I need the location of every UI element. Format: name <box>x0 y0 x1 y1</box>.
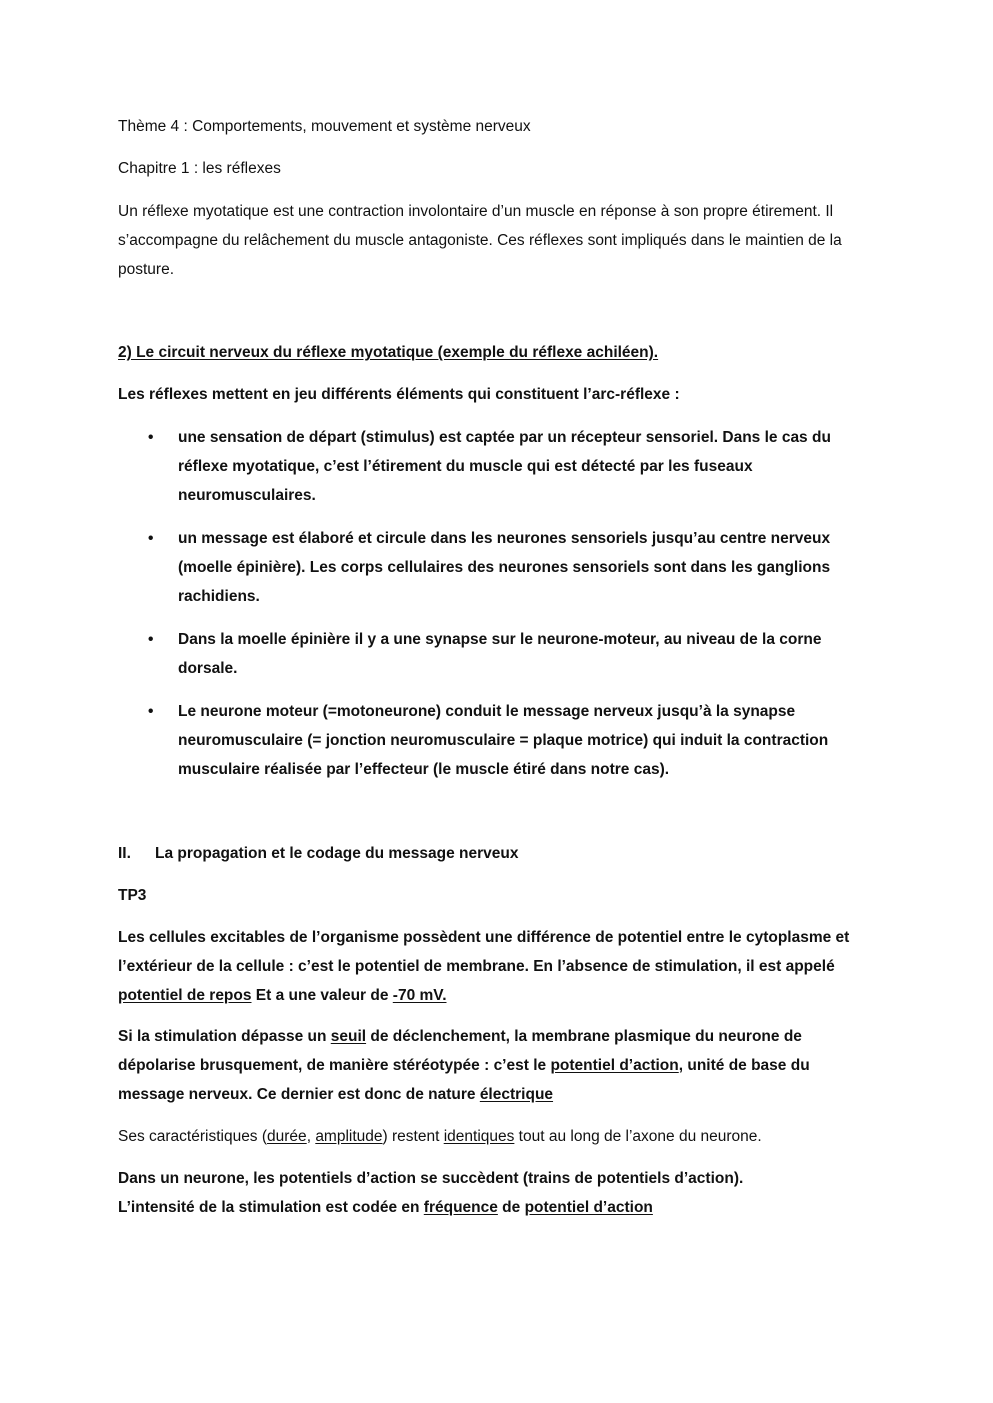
part2-title: La propagation et le codage du message nerveux <box>155 845 519 862</box>
characteristics-paragraph <box>118 1122 875 1151</box>
action-potential-paragraph <box>118 1022 875 1109</box>
bullet-icon: • <box>148 703 154 720</box>
text-run: Et a une valeur de <box>251 987 393 1004</box>
part2-number: II. <box>118 845 131 862</box>
arc-intro: Les réflexes mettent en jeu différents éléments qui constituent l’arc-réflexe : <box>118 386 680 403</box>
underlined-term: -70 mV. <box>392 987 447 1004</box>
underlined-term: seuil <box>330 1028 367 1045</box>
text-run: Ses caractéristiques ( <box>118 1128 268 1145</box>
underlined-term: potentiel d’action <box>550 1057 679 1074</box>
bullet-icon: • <box>148 530 154 547</box>
underlined-term: fréquence <box>423 1199 498 1216</box>
underlined-term: potentiel d’action <box>524 1199 653 1216</box>
text-run: Si la stimulation dépasse un <box>118 1028 331 1045</box>
list-item <box>118 423 875 510</box>
text-run: , unité de base du message nerveux. Ce dernier est donc de nature <box>118 1057 810 1103</box>
arc-reflex-list <box>118 423 875 784</box>
theme-title: Thème 4 : Comportements, mouvement et système nerveux <box>118 118 531 135</box>
underlined-term: amplitude <box>315 1128 383 1145</box>
text-run: de <box>497 1199 525 1216</box>
bullet-icon: • <box>148 631 154 648</box>
chapter-title: Chapitre 1 : les réflexes <box>118 160 281 177</box>
underlined-term: électrique <box>479 1086 554 1103</box>
list-item <box>118 524 875 611</box>
text-run: tout au long de l’axone du neurone. <box>514 1128 762 1145</box>
bullet-icon: • <box>148 429 154 446</box>
text-run: de déclenchement, la membrane plasmique du neurone de dépolarise brusquement, de manière stéréotypée : c’est le <box>118 1028 802 1074</box>
section2-heading: 2) Le circuit nerveux du réflexe myotatique (exemple du réflexe achiléen). <box>118 344 659 361</box>
part2-heading <box>118 839 875 868</box>
list-item-text: Dans la moelle épinière il y a une synapse sur le neurone-moteur, au niveau de la corne dorsale. <box>178 631 822 677</box>
intro-paragraph: Un réflexe myotatique est une contraction involontaire d’un muscle en réponse à son propre étirement. Il s’accompagne du relâchement du muscle antagoniste. Ces réflexes sont impliqués dans le maintien de la posture. <box>118 203 842 278</box>
text-run: Dans un neurone, les potentiels d’action se succèdent (trains de potentiels d’action). <box>118 1170 744 1187</box>
underlined-term: identiques <box>443 1128 515 1145</box>
list-item-text: une sensation de départ (stimulus) est captée par un récepteur sensoriel. Dans le cas du réflexe myotatique, c’est l’étirement du muscle qui est détecté par les fuseaux neuromusculaires. <box>178 429 831 504</box>
list-item <box>118 697 875 784</box>
list-item <box>118 625 875 683</box>
frequency-paragraph <box>118 1164 875 1222</box>
membrane-paragraph <box>118 923 875 1010</box>
text-run: L’intensité de la stimulation est codée en <box>118 1199 424 1216</box>
text-run: ) restent <box>382 1128 444 1145</box>
underlined-term: potentiel de repos <box>118 987 252 1004</box>
underlined-term: durée <box>267 1128 307 1145</box>
tp-label: TP3 <box>118 887 147 904</box>
list-item-text: Le neurone moteur (=motoneurone) conduit le message nerveux jusqu’à la synapse neuromusculaire (= jonction neuromusculaire = plaque motrice) qui induit la contraction musculaire réalisée par l’effecteur (le muscle étiré dans notre cas). <box>178 703 829 778</box>
list-item-text: un message est élaboré et circule dans les neurones sensoriels jusqu’au centre nerveux (moelle épinière). Les corps cellulaires des neurones sensoriels sont dans les ganglions rachidiens. <box>178 530 831 605</box>
text-run: Les cellules excitables de l’organisme possèdent une différence de potentiel entre le cytoplasme et l’extérieur de la cellule : c’est le potentiel de membrane. En l’absence de stimulation, il est appelé <box>118 929 850 975</box>
text-run: , <box>306 1128 316 1145</box>
